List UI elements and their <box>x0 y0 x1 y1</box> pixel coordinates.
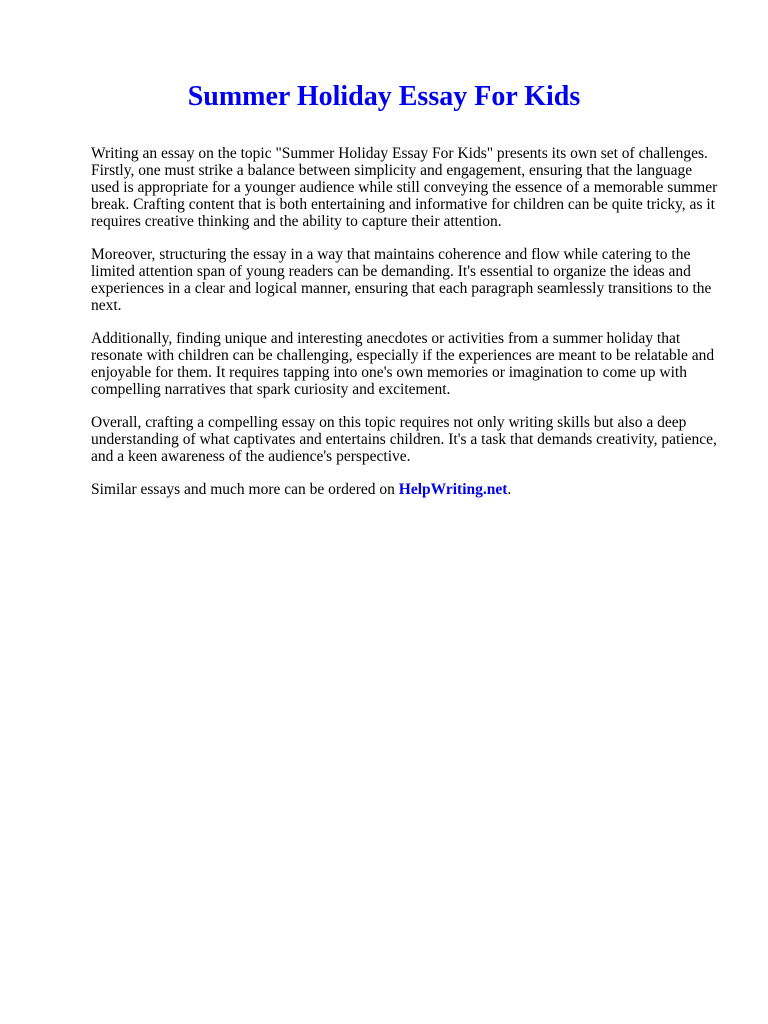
helpwriting-link[interactable]: HelpWriting.net <box>398 481 508 498</box>
paragraph-2: Moreover, structuring the essay in a way that maintains coherence and flow while catering to the limited attention span of young readers can be demanding. It's essential to organize the ideas and experiences in a clear and logical manner, ensuring that each paragraph seamlessly transitions to the next. <box>91 246 712 314</box>
paragraph-4: Overall, crafting a compelling essay on this topic requires not only writing skills but also a deep understanding of what captivates and entertains children. It's a task that demands creativity, patience, and a keen awareness of the audience's perspective. <box>91 414 717 465</box>
paragraph-3: Additionally, finding unique and interesting anecdotes or activities from a summer holiday that resonate with children can be challenging, especially if the experiences are meant to be relatable and enjoyable for them. It requires tapping into one's own memories or imagination to come up with compelling narratives that spark curiosity and excitement. <box>91 330 715 398</box>
essay-body <box>91 145 723 514</box>
closing-line <box>91 481 723 498</box>
page-title: Summer Holiday Essay For Kids <box>187 81 581 112</box>
closing-prefix: Similar essays and much more can be ordered on <box>91 481 399 498</box>
closing-suffix: . <box>507 481 512 498</box>
paragraph-1: Writing an essay on the topic "Summer Holiday Essay For Kids" presents its own set of challenges. Firstly, one must strike a balance between simplicity and engagement, ensuring that the language used is appropriate for a younger audience while still conveying the essence of a memorable summer break. Crafting content that is both entertaining and informative for children can be quite tricky, as it requires creative thinking and the ability to capture their attention. <box>91 145 718 230</box>
